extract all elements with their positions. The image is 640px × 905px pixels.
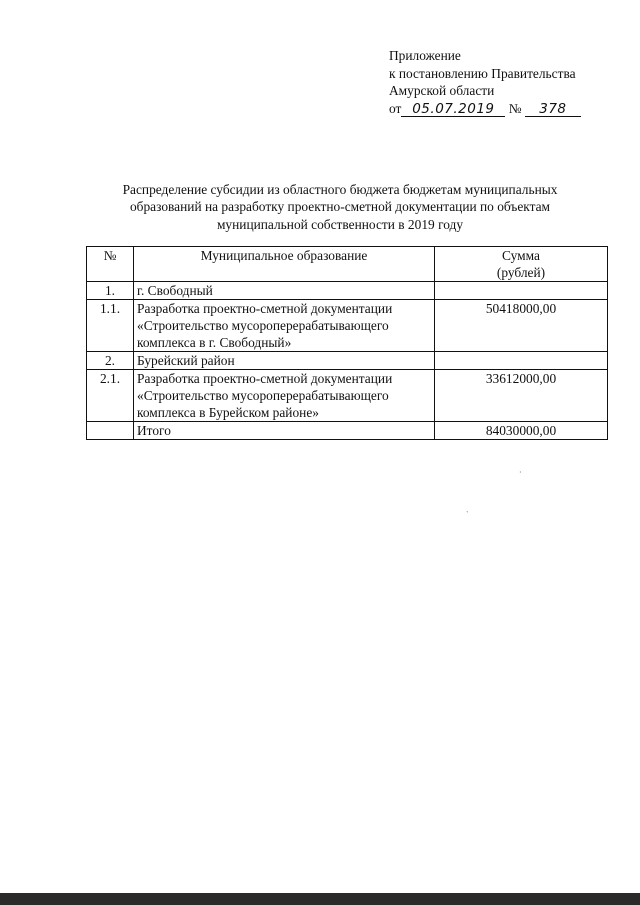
table-header-row — [87, 247, 608, 282]
title-line: образований на разработку проектно-сметной документации по объектам — [129, 199, 551, 215]
scan-speck: · — [519, 468, 522, 477]
document-title — [60, 181, 620, 233]
title-line: Распределение субсидии из областного бюджета бюджетам муниципальных — [122, 182, 558, 197]
table-row — [87, 352, 608, 370]
row-sum: 50418000,00 — [435, 300, 608, 352]
row-text: «Строительство мусороперерабатывающего — [137, 388, 389, 403]
row-municipality — [134, 352, 435, 370]
row-text: комплекса в г. Свободный» — [137, 335, 292, 350]
row-text: комплекса в Бурейском районе» — [137, 405, 319, 420]
row-num: 2. — [87, 352, 134, 370]
subsidy-table — [86, 246, 608, 440]
header-sum — [435, 247, 608, 282]
handwritten-date: 05.07.2019 — [401, 102, 505, 117]
row-municipality — [134, 300, 435, 352]
row-text: Разработка проектно-сметной документации — [137, 301, 393, 316]
title-line: муниципальной собственности в 2019 году — [216, 216, 464, 232]
header-sum-unit: (рублей) — [496, 265, 546, 280]
appendix-line: Амурской области — [389, 83, 495, 98]
total-label: Итого — [137, 423, 171, 438]
header-num: № — [87, 247, 134, 282]
number-prefix: № — [508, 100, 522, 116]
decree-date-line — [389, 101, 581, 116]
table-total-row — [87, 422, 608, 440]
total-sum: 84030000,00 — [435, 422, 608, 440]
appendix-block — [389, 47, 581, 117]
appendix-line: Приложение — [389, 48, 461, 63]
row-text: Бурейский район — [137, 353, 235, 368]
handwritten-number: 378 — [525, 102, 581, 117]
row-municipality — [134, 422, 435, 440]
appendix-line: к постановлению Правительства — [389, 65, 576, 81]
row-sum — [435, 352, 608, 370]
row-text: г. Свободный — [137, 283, 213, 298]
header-sum-line: Сумма — [502, 248, 540, 263]
row-num: 2.1. — [87, 370, 134, 422]
date-prefix: от — [389, 100, 402, 116]
row-text: Разработка проектно-сметной документации — [137, 371, 393, 386]
row-num: 1.1. — [87, 300, 134, 352]
table-row — [87, 370, 608, 422]
scan-speck: ` — [466, 510, 469, 519]
row-num: 1. — [87, 282, 134, 300]
row-text: «Строительство мусороперерабатывающего — [137, 318, 389, 333]
row-municipality — [134, 282, 435, 300]
header-municipality: Муниципальное образование — [134, 247, 435, 282]
row-sum: 33612000,00 — [435, 370, 608, 422]
table-row — [87, 282, 608, 300]
row-num — [87, 422, 134, 440]
table-row — [87, 300, 608, 352]
row-municipality — [134, 370, 435, 422]
row-sum — [435, 282, 608, 300]
scan-edge — [0, 893, 640, 905]
